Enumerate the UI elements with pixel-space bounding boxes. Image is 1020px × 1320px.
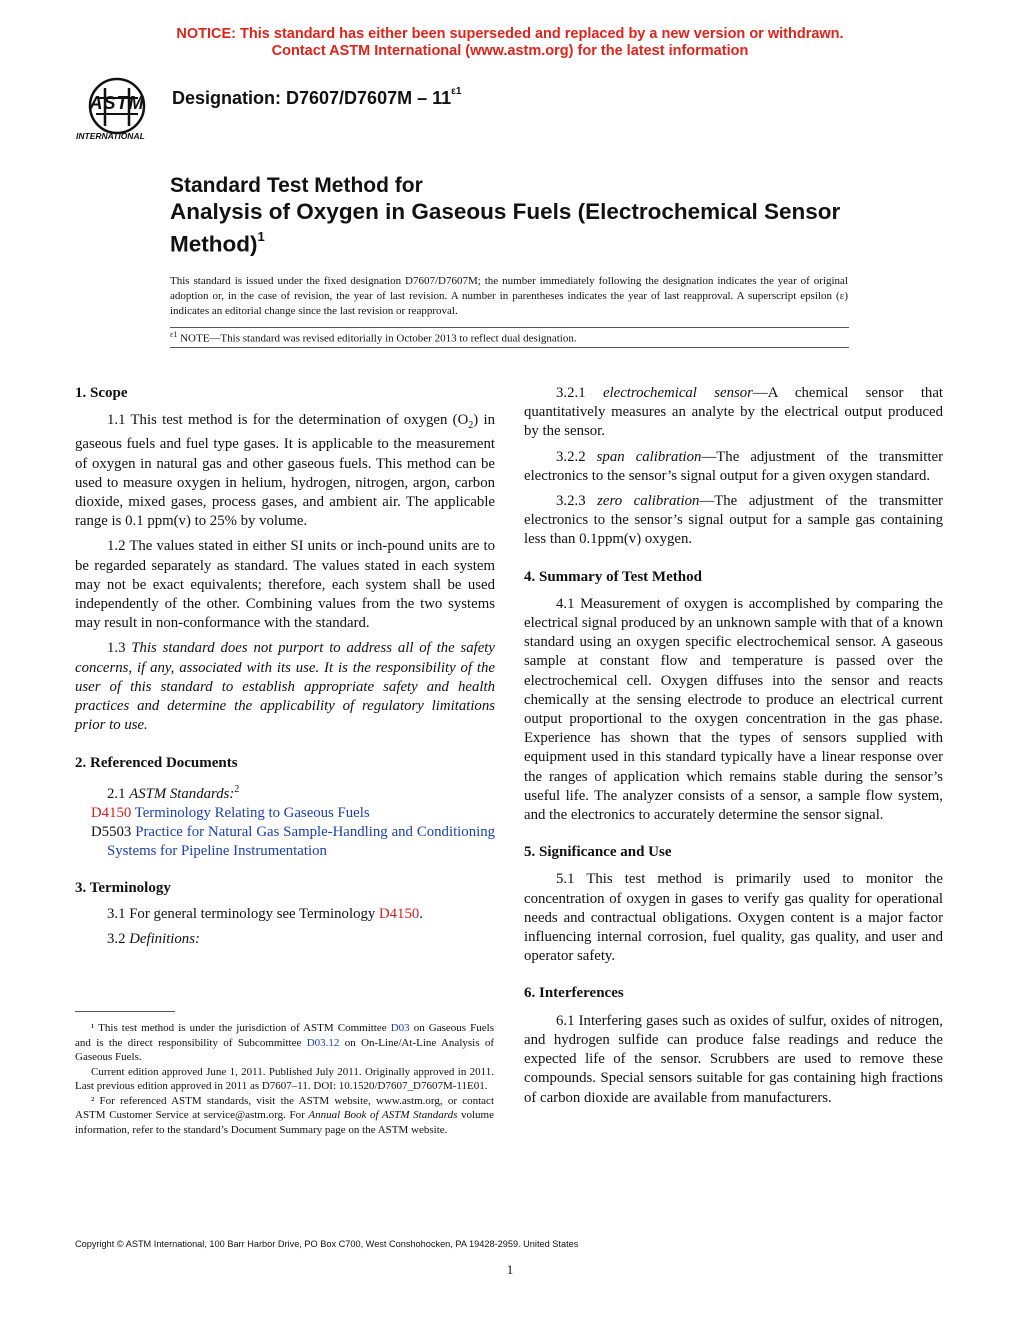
para-3-2-text: Definitions: (129, 930, 200, 947)
right-column (524, 384, 943, 1108)
def-3-2-3 (524, 492, 943, 550)
designation-label: Designation: D7607/D7607M – 11 (172, 88, 452, 108)
footnote-2-text-b: volume information, refer to the standard’s Document Summary page on the ASTM website. (75, 1109, 494, 1136)
left-column (75, 384, 495, 949)
divider-top (170, 327, 849, 328)
footnote-1-text-b: on Gaseous Fuels and is the direct responsibility of Subcommittee (75, 1022, 494, 1049)
title-footnote-ref: 1 (257, 229, 265, 244)
para-2-1-text: ASTM Standards: (129, 785, 235, 802)
section-1-heading: 1. Scope (75, 385, 128, 401)
ref-d5503-code: D5503 (91, 823, 132, 840)
title-main: Analysis of Oxygen in Gaseous Fuels (Electrochemical Sensor Method) (170, 199, 841, 257)
footnote-1-link-d03[interactable]: D03 (390, 1022, 410, 1034)
para-4-1: 4.1 Measurement of oxygen is accomplished by comparing the electrical signal produced by an unknown sample with that of a known standard using an oxygen specific electrochemical sensor. A gaseous sample at constant flow and temperature is passed over the electrochemical cell. Oxygen diffuses into the sensor and reacts chemically at the sensing electrode to produce an electrical current output proportional to the oxygen concentration in the gas phase. Experience has shown that the types of sensors supplied with equipment used in this standard typically have a linear response over the ranges of application which remains stable during the sensor’s useful life. The analyzer consists of a sensor, a sample flow system, and the electronics to accurately determine the sensor signal. (524, 595, 943, 824)
para-1-1-text-a: 1.1 This test method is for the determination of oxygen (O (107, 412, 469, 429)
para-1-2: 1.2 The values stated in either SI units or inch-pound units are to be regarded separately as standard. The values stated in each system may not be exact equivalents; therefore, each system shall be used independently of the other. Combining values from the two systems may result in non-conformance with the standard. (75, 538, 495, 632)
ref-d5503 (75, 823, 495, 861)
para-3-2-num: 3.2 (107, 930, 130, 947)
divider-bottom (170, 347, 849, 348)
def-3-2-1-num: 3.2.1 (556, 385, 603, 401)
ref-d4150 (75, 804, 495, 823)
note-epsilon: ε1 (170, 330, 178, 339)
designation (172, 88, 461, 109)
def-3-2-1 (524, 384, 943, 442)
para-1-1-text-b: ) in gaseous fuels and fuel type gases. It is applicable to the measurement of oxygen in natural gas and other gaseous fuels. This method can be used to measure oxygen in helium, hydrogen, nitrogen, argon, carbon dioxide, mixed gases, process gases, and ambient air. The applicable range is 0.1 ppm(v) to 25% by volume. (75, 412, 495, 530)
section-5-heading: 5. Significance and Use (524, 844, 672, 861)
def-3-2-3-text: —The adjustment of the transmitter electronics to the sensor’s signal output for a sample gas containing less than 0.1ppm(v) oxygen. (524, 493, 943, 548)
notice-line-1: NOTICE: This standard has either been superseded and replaced by a new version or withdrawn. (176, 26, 844, 42)
footnote-2 (75, 1094, 494, 1138)
section-4-heading: 4. Summary of Test Method (524, 568, 702, 585)
astm-logo (74, 76, 164, 146)
def-3-2-1-term: electrochemical sensor (602, 385, 753, 401)
para-2-1 (75, 780, 495, 804)
def-3-2-2-term: span calibration (596, 448, 702, 465)
footnote-1-text-a: ¹ This test method is under the jurisdiction of ASTM Committee (91, 1022, 391, 1034)
para-1-1 (75, 411, 495, 531)
section-6-heading: 6. Interferences (524, 985, 624, 1002)
para-3-1 (75, 905, 495, 924)
title-line-2 (170, 198, 850, 258)
designation-epsilon: ε1 (451, 86, 462, 97)
para-1-3-text: This standard does not purport to address all of the safety concerns, if any, associated with its use. It is the responsibility of the user of this standard to establish appropriate safety and health practices and determine the applicability of regulatory limitations prior to use. (75, 640, 495, 734)
issued-statement: This standard is issued under the fixed designation D7607/D7607M; the number immediately following the designation indicates the year of original adoption or, in the case of revision, the year of last revision. A number in parentheses indicates the year of last reapproval. A superscript epsilon (ε) indicates an editorial change since the last revision or reapproval. (170, 275, 848, 317)
section-3-heading: 3. Terminology (75, 880, 171, 897)
def-3-2-3-term: zero calibration (597, 493, 700, 510)
footnote-1-text-c: on On-Line/At-Line Analysis of Gaseous Fuels. (75, 1036, 495, 1063)
def-3-2-3-num: 3.2.3 (556, 493, 598, 510)
footnote-2-text-a: ² For referenced ASTM standards, visit the ASTM website, www.astm.org, or contact ASTM Customer Service at service@astm.org. For (75, 1094, 494, 1121)
copyright-line: Copyright © ASTM International, 100 Barr Harbor Drive, PO Box C700, West Conshohocken, PA 19428-2959. United States (75, 1239, 579, 1249)
logo-international-text: INTERNATIONAL (76, 131, 145, 141)
supersession-notice (0, 26, 1020, 60)
ref-d5503-title[interactable]: Practice for Natural Gas Sample-Handling and Conditioning Systems for Pipeline Instrumentation (107, 823, 495, 860)
para-1-3 (75, 639, 495, 735)
para-3-1-end: . (419, 905, 423, 922)
para-2-1-footnote-ref: 2 (234, 783, 240, 795)
footnote-1 (75, 1021, 494, 1065)
editorial-note (170, 330, 577, 345)
footnote-1-approval: Current edition approved June 1, 2011. Published July 2011. Originally approved in 2011. Last previous edition approved in 2011 as D7607–11. DOI: 10.1520/D7607_D7607M-11E01. (75, 1065, 494, 1092)
para-2-1-num: 2.1 (107, 785, 130, 802)
para-6-1: 6.1 Interfering gases such as oxides of sulfur, oxides of nitrogen, and hydrogen sulfide can produce false readings and reduce the expected life of the sensor. Scrubbers are used to remove these compounds. Special sensors suitable for gas containing high fractions of carbon dioxide are available from manufacturers. (524, 1012, 943, 1106)
title-line-1: Standard Test Method for (170, 174, 423, 197)
ref-d4150-code[interactable]: D4150 (91, 804, 132, 821)
para-1-3-num: 1.3 (107, 640, 132, 657)
page-number: 1 (506, 1262, 514, 1277)
notice-line-2: Contact ASTM International (www.astm.org) for the latest information (271, 43, 749, 59)
para-3-1-text: 3.1 For general terminology see Terminology (107, 905, 379, 922)
section-2-heading: 2. Referenced Documents (75, 755, 238, 772)
def-3-2-2 (524, 448, 943, 486)
footnote-rule (75, 1011, 175, 1012)
para-3-1-link[interactable]: D4150 (378, 905, 420, 922)
def-3-2-1-text: —A chemical sensor that quantitatively measures an analyte by the electrical output produced by the sensor. (524, 385, 944, 440)
footnote-2-italic: Annual Book of ASTM Standards (308, 1109, 458, 1121)
ref-d4150-title[interactable]: Terminology Relating to Gaseous Fuels (131, 804, 370, 821)
def-3-2-2-num: 3.2.2 (556, 448, 597, 465)
def-3-2-2-text: —The adjustment of the transmitter electronics to the sensor’s signal output for a given oxygen standard. (524, 448, 943, 484)
para-3-2 (75, 930, 495, 949)
logo-mark-text: ASTM (89, 93, 145, 113)
footnote-1-link-d03-12[interactable]: D03.12 (306, 1036, 340, 1049)
para-1-1-sub: 2 (468, 420, 474, 432)
para-5-1: 5.1 This test method is primarily used to monitor the concentration of oxygen in gases to verify gas quality for operational needs and contractual obligations. Oxygen content is a major factor influencing internal corrosion, fuel quality, gas quality, and user and operator safety. (524, 871, 943, 965)
note-text: NOTE—This standard was revised editorially in October 2013 to reflect dual designation. (177, 332, 577, 345)
footnotes (75, 1021, 494, 1137)
